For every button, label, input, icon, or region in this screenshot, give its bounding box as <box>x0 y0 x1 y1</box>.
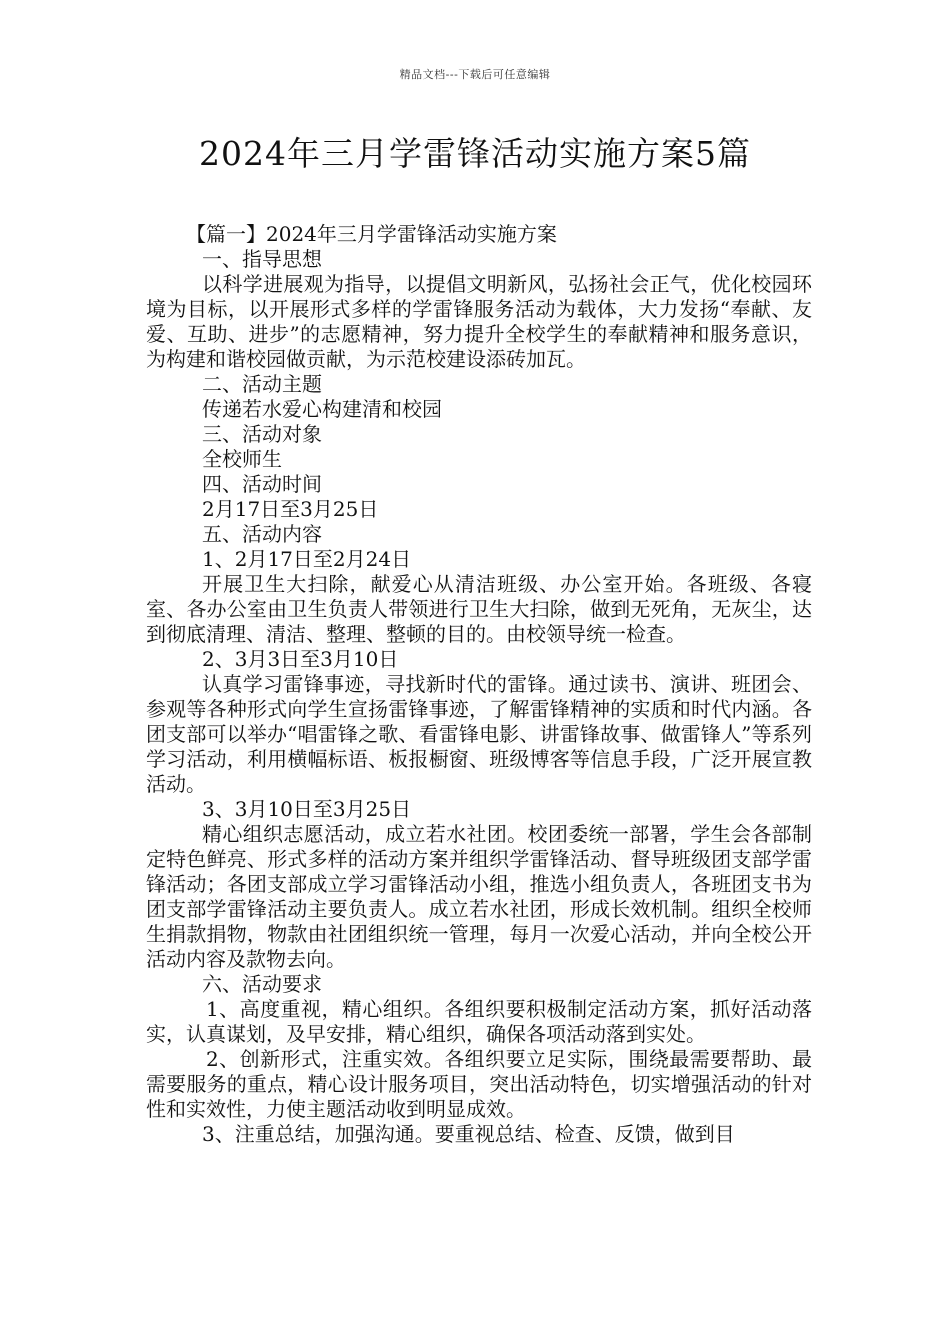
body-paragraph: 2月17日至3月25日 <box>202 497 379 521</box>
body-paragraph: 1、高度重视，精心组织。各组织要积极制定活动方案，抓好活动落实，认真谋划，及早安排，精心组织，确保各项活动落到实处。 <box>146 997 812 1046</box>
body-paragraph: 全校师生 <box>202 447 282 471</box>
body-paragraph: 3、注重总结，加强沟通。要重视总结、检查、反馈，做到目 <box>202 1122 735 1146</box>
body-paragraph: 六、活动要求 <box>202 972 322 996</box>
body-paragraph: 以科学进展观为指导，以提倡文明新风，弘扬社会正气，优化校园环境为目标，以开展形式多样的学雷锋服务活动为载体，大力发扬“奉献、友爱、互助、进步”的志愿精神，努力提升全校学生的奉献精神和服务意识，为构建和谐校园做贡献，为示范校建设添砖加瓦。 <box>146 272 812 371</box>
body-paragraph: 三、活动对象 <box>202 422 322 446</box>
body-paragraph: 【篇一】2024年三月学雷锋活动实施方案 <box>186 222 557 246</box>
document-body <box>146 222 812 1147</box>
body-paragraph: 二、活动主题 <box>202 372 322 396</box>
document-title: 2024年三月学雷锋活动实施方案5篇 <box>199 134 751 173</box>
body-paragraph: 精心组织志愿活动，成立若水社团。校团委统一部署，学生会各部制定特色鲜亮、形式多样的活动方案并组织学雷锋活动、督导班级团支部学雷锋活动；各团支部成立学习雷锋活动小组，推选小组负责人，各班团支书为团支部学雷锋活动主要负责人。成立若水社团，形成长效机制。组织全校师生捐款捐物，物款由社团组织统一管理，每月一次爱心活动，并向全校公开活动内容及款物去向。 <box>146 822 812 971</box>
body-paragraph: 1、2月17日至2月24日 <box>202 547 412 571</box>
body-paragraph: 认真学习雷锋事迹，寻找新时代的雷锋。通过读书、演讲、班团会、参观等各种形式向学生宣扬雷锋事迹，了解雷锋精神的实质和时代内涵。各团支部可以举办“唱雷锋之歌、看雷锋电影、讲雷锋故事、做雷锋人”等系列学习活动，利用横幅标语、板报橱窗、班级博客等信息手段，广泛开展宣教活动。 <box>146 672 812 796</box>
body-paragraph: 3、3月10日至3月25日 <box>202 797 412 821</box>
body-paragraph: 开展卫生大扫除，献爱心从清洁班级、办公室开始。各班级、各寝室、各办公室由卫生负责人带领进行卫生大扫除，做到无死角，无灰尘，达到彻底清理、清洁、整理、整顿的目的。由校领导统一检查。 <box>146 572 812 646</box>
body-paragraph: 2、3月3日至3月10日 <box>202 647 399 671</box>
body-paragraph: 传递若水爱心构建清和校园 <box>202 397 442 421</box>
header-note: 精品文档---下载后可任意编辑 <box>399 68 551 81</box>
body-paragraph: 一、指导思想 <box>202 247 322 271</box>
body-paragraph: 四、活动时间 <box>202 472 322 496</box>
body-paragraph: 2、创新形式，注重实效。各组织要立足实际，围绕最需要帮助、最需要服务的重点，精心设计服务项目，突出活动特色，切实增强活动的针对性和实效性，力使主题活动收到明显成效。 <box>146 1047 812 1121</box>
body-paragraph: 五、活动内容 <box>202 522 322 546</box>
